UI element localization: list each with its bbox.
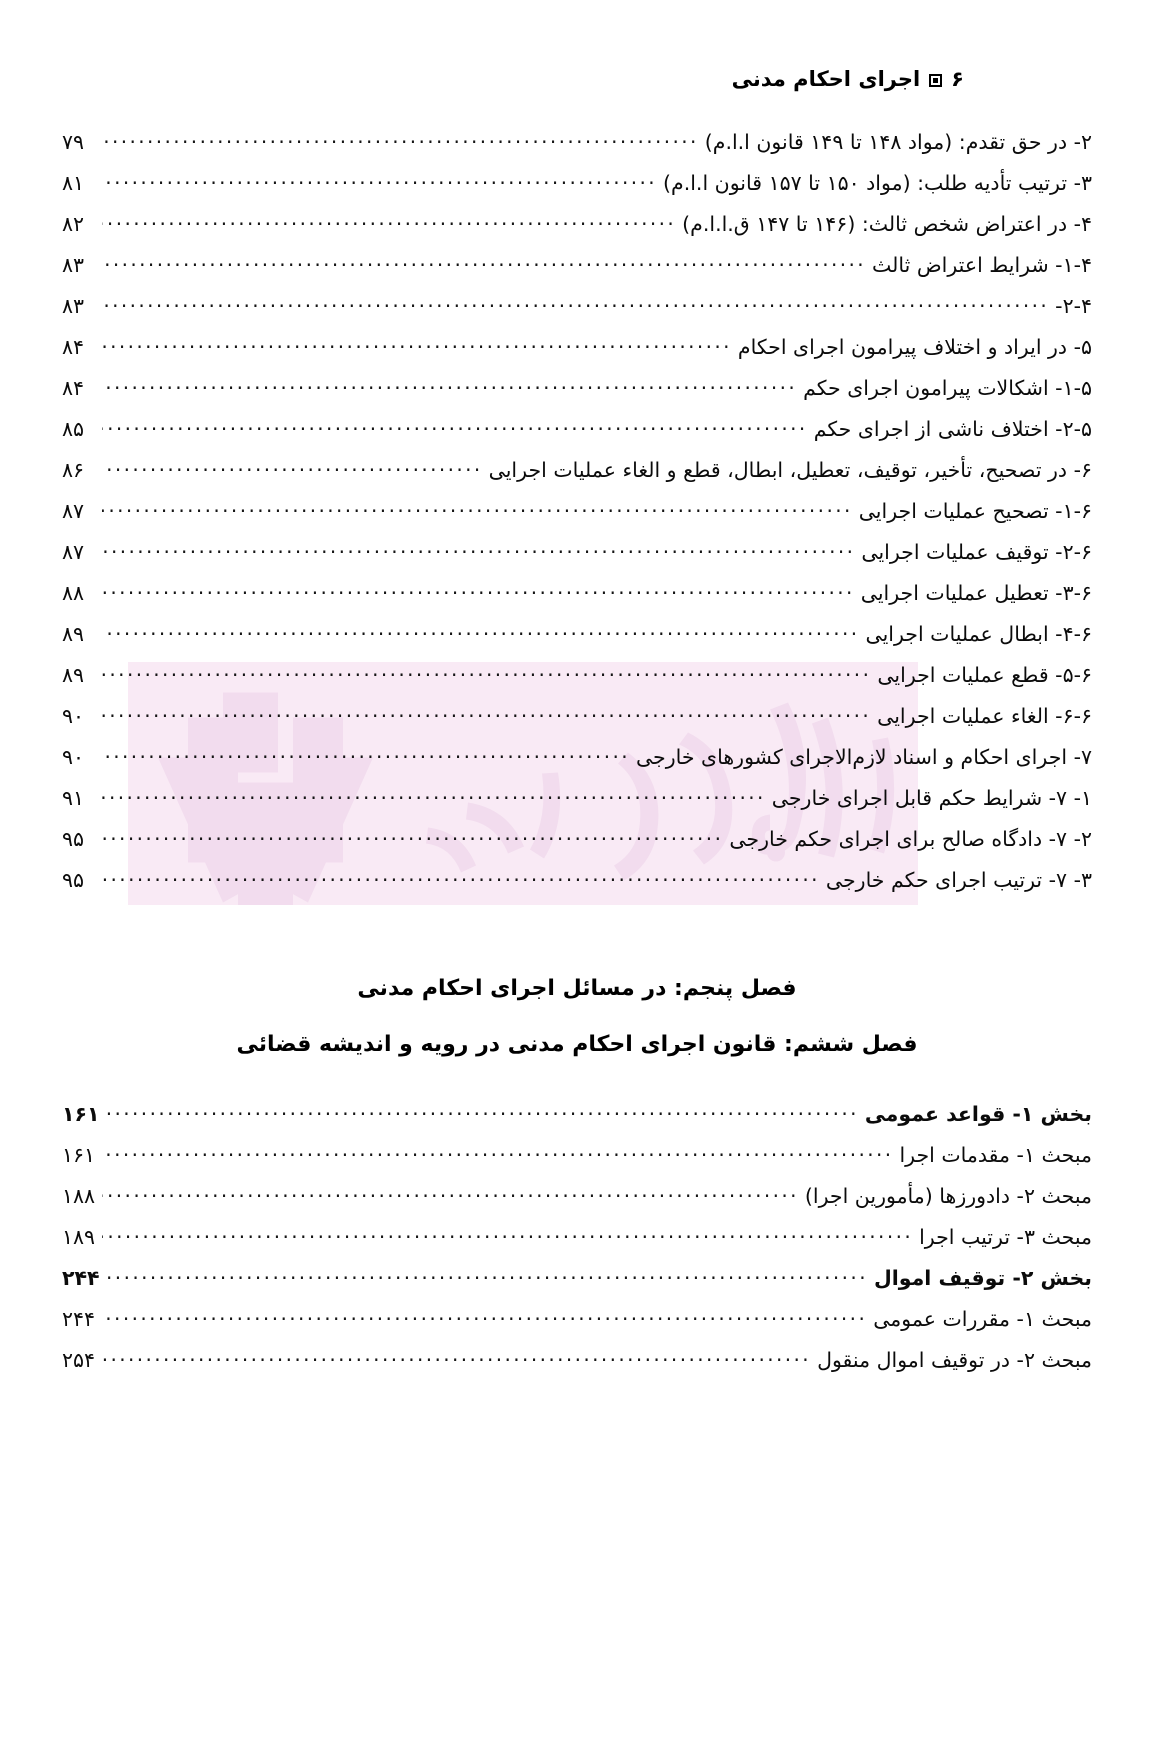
toc-entry[interactable]: [62, 251, 1092, 292]
toc-entry[interactable]: [62, 538, 1092, 579]
toc-entry-label: مبحث ۳- ترتیب اجرا: [919, 1224, 1092, 1249]
toc-entry-page-number: ۱۶۱: [62, 1142, 96, 1167]
toc-entry-label: ۵- در ایراد و اختلاف پیرامون اجرای احکام: [737, 334, 1092, 359]
toc-entry-label: ۱-۵- اشکالات پیرامون اجرای حکم: [803, 375, 1092, 400]
toc-leader-dots: [102, 333, 732, 354]
toc-entry[interactable]: [62, 784, 1092, 825]
toc-entry-page-number: ۸۷: [62, 539, 85, 564]
toc-entry[interactable]: [62, 169, 1092, 210]
toc-entry-page-number: ۹۰: [62, 703, 85, 728]
toc-entry-label: ۲- ۷- دادگاه صالح برای اجرای حکم خارجی: [729, 826, 1092, 851]
table-of-contents-upper: [62, 128, 1092, 907]
toc-entry-page-number: ۸۷: [62, 498, 85, 523]
toc-entry-label: مبحث ۲- دادورزها (مأمورین اجرا): [804, 1183, 1092, 1208]
toc-entry[interactable]: [62, 333, 1092, 374]
toc-leader-dots: [102, 1346, 811, 1367]
toc-entry[interactable]: [62, 1346, 1092, 1387]
toc-entry-page-number: ۷۹: [62, 129, 85, 154]
toc-entry-label: ۱- ۷- شرایط حکم قابل اجرای خارجی: [771, 785, 1092, 810]
toc-entry-label: ۶-۶- الغاء عملیات اجرایی: [877, 703, 1092, 728]
toc-leader-dots: [102, 661, 871, 682]
toc-leader-dots: [102, 743, 630, 764]
toc-entry-page-number: ۹۵: [62, 826, 85, 851]
toc-entry-page-number: ۲۴۴: [62, 1265, 100, 1290]
toc-leader-dots: [102, 1305, 867, 1326]
toc-leader-dots: [102, 620, 860, 641]
toc-entry-label: ۲-۶- توقیف عملیات اجرایی: [861, 539, 1092, 564]
toc-entry-label: ۷- اجرای احکام و اسناد لازم‌الاجرای کشورهای خارجی: [635, 744, 1092, 769]
toc-entry-page-number: ۲۴۴: [62, 1306, 96, 1331]
toc-entry-label: مبحث ۱- مقدمات اجرا: [899, 1142, 1092, 1167]
running-header: [190, 62, 964, 96]
toc-leader-dots: [102, 415, 808, 436]
toc-entry[interactable]: [62, 456, 1092, 497]
toc-entry-label: ۴- در اعتراض شخص ثالث: (۱۴۶ تا ۱۴۷ ق.ا.ا.م): [682, 211, 1092, 236]
header-book-title: اجرای احکام مدنی: [731, 67, 921, 91]
toc-entry-page-number: ۹۵: [62, 867, 85, 892]
toc-leader-dots: [102, 784, 766, 805]
toc-entry-page-number: ۸۶: [62, 457, 85, 482]
toc-entry-page-number: ۸۵: [62, 416, 85, 441]
toc-entry[interactable]: [62, 374, 1092, 415]
toc-entry[interactable]: [62, 1264, 1092, 1305]
toc-entry[interactable]: [62, 866, 1092, 907]
toc-entry[interactable]: [62, 1100, 1092, 1141]
toc-entry[interactable]: [62, 415, 1092, 456]
toc-leader-dots: [102, 210, 676, 231]
toc-entry[interactable]: [62, 620, 1092, 661]
chapter-heading-six: فصل ششم: قانون اجرای احکام مدنی در رویه و اندیشه قضائی: [236, 1032, 918, 1057]
toc-leader-dots: [102, 538, 855, 559]
toc-leader-dots: [102, 169, 657, 190]
toc-leader-dots: [102, 579, 855, 600]
toc-entry[interactable]: [62, 1182, 1092, 1223]
toc-entry[interactable]: [62, 743, 1092, 784]
toc-entry-label: ۵-۶- قطع عملیات اجرایی: [877, 662, 1092, 687]
toc-entry-page-number: ۸۸: [62, 580, 85, 605]
toc-entry[interactable]: [62, 702, 1092, 743]
toc-entry-label: بخش ۲- توقیف اموال: [873, 1265, 1092, 1290]
toc-leader-dots: [102, 292, 1049, 313]
toc-entry-page-number: ۸۴: [62, 334, 85, 359]
toc-entry-page-number: ۸۲: [62, 211, 85, 236]
toc-entry-label: مبحث ۲- در توقیف اموال منقول: [817, 1347, 1092, 1372]
toc-entry-page-number: ۱۸۸: [62, 1183, 96, 1208]
toc-entry[interactable]: [62, 579, 1092, 620]
toc-entry[interactable]: [62, 497, 1092, 538]
toc-entry-page-number: ۹۱: [62, 785, 85, 810]
toc-leader-dots: [102, 128, 699, 149]
toc-entry-label: ۶- در تصحیح، تأخیر، توقیف، تعطیل، ابطال، قطع و الغاء عملیات اجرایی: [488, 457, 1092, 482]
toc-entry-label: ۴-۶- ابطال عملیات اجرایی: [865, 621, 1092, 646]
toc-entry-label: ۲-۵- اختلاف ناشی از اجرای حکم: [813, 416, 1092, 441]
toc-entry-label: مبحث ۱- مقررات عمومی: [873, 1306, 1092, 1331]
filled-square-icon: [929, 74, 942, 87]
toc-entry-page-number: ۸۳: [62, 293, 85, 318]
toc-entry[interactable]: [62, 1141, 1092, 1182]
toc-entry-label: بخش ۱- قواعد عمومی: [864, 1101, 1092, 1126]
toc-entry[interactable]: [62, 1305, 1092, 1346]
toc-entry-label: ۳- ۷- ترتیب اجرای حکم خارجی: [825, 867, 1092, 892]
toc-entry-page-number: ۱۶۱: [62, 1101, 100, 1126]
toc-leader-dots: [102, 825, 723, 846]
toc-entry-label: ۲-۴-: [1055, 293, 1092, 318]
toc-entry-label: ۱-۶- تصحیح عملیات اجرایی: [858, 498, 1092, 523]
toc-entry-page-number: ۸۳: [62, 252, 85, 277]
toc-entry[interactable]: [62, 1223, 1092, 1264]
toc-leader-dots: [102, 251, 866, 272]
toc-entry-label: ۱-۴- شرایط اعتراض ثالث: [872, 252, 1092, 277]
toc-leader-dots: [106, 1264, 868, 1285]
toc-leader-dots: [102, 497, 853, 518]
toc-entry[interactable]: [62, 292, 1092, 333]
chapter-heading-five: فصل پنجم: در مسائل اجرای احکام مدنی: [357, 976, 797, 1001]
toc-entry-page-number: ۸۹: [62, 621, 85, 646]
toc-leader-dots: [102, 456, 483, 477]
toc-leader-dots: [102, 374, 797, 395]
toc-entry[interactable]: [62, 128, 1092, 169]
toc-entry-page-number: ۹۰: [62, 744, 85, 769]
toc-entry-page-number: ۸۱: [62, 170, 85, 195]
header-page-number: ۶: [951, 67, 964, 91]
toc-entry-label: ۳-۶- تعطیل عملیات اجرایی: [860, 580, 1092, 605]
toc-entry-page-number: ۸۴: [62, 375, 85, 400]
toc-entry-page-number: ۲۵۴: [62, 1347, 96, 1372]
toc-leader-dots: [102, 1182, 799, 1203]
toc-leader-dots: [102, 702, 871, 723]
toc-entry[interactable]: [62, 825, 1092, 866]
toc-entry[interactable]: [62, 661, 1092, 702]
toc-entry-label: ۲- در حق تقدم: (مواد ۱۴۸ تا ۱۴۹ قانون ا.ا.م): [704, 129, 1092, 154]
toc-leader-dots: [106, 1100, 859, 1121]
table-of-contents-lower: [62, 1100, 1092, 1387]
toc-entry-page-number: ۸۹: [62, 662, 85, 687]
toc-leader-dots: [102, 866, 820, 887]
toc-leader-dots: [102, 1223, 913, 1244]
toc-leader-dots: [102, 1141, 893, 1162]
toc-entry-label: ۳- ترتیب تأدیه طلب: (مواد ۱۵۰ تا ۱۵۷ قانون ا.ا.م): [663, 170, 1092, 195]
toc-entry-page-number: ۱۸۹: [62, 1224, 96, 1249]
toc-entry[interactable]: [62, 210, 1092, 251]
